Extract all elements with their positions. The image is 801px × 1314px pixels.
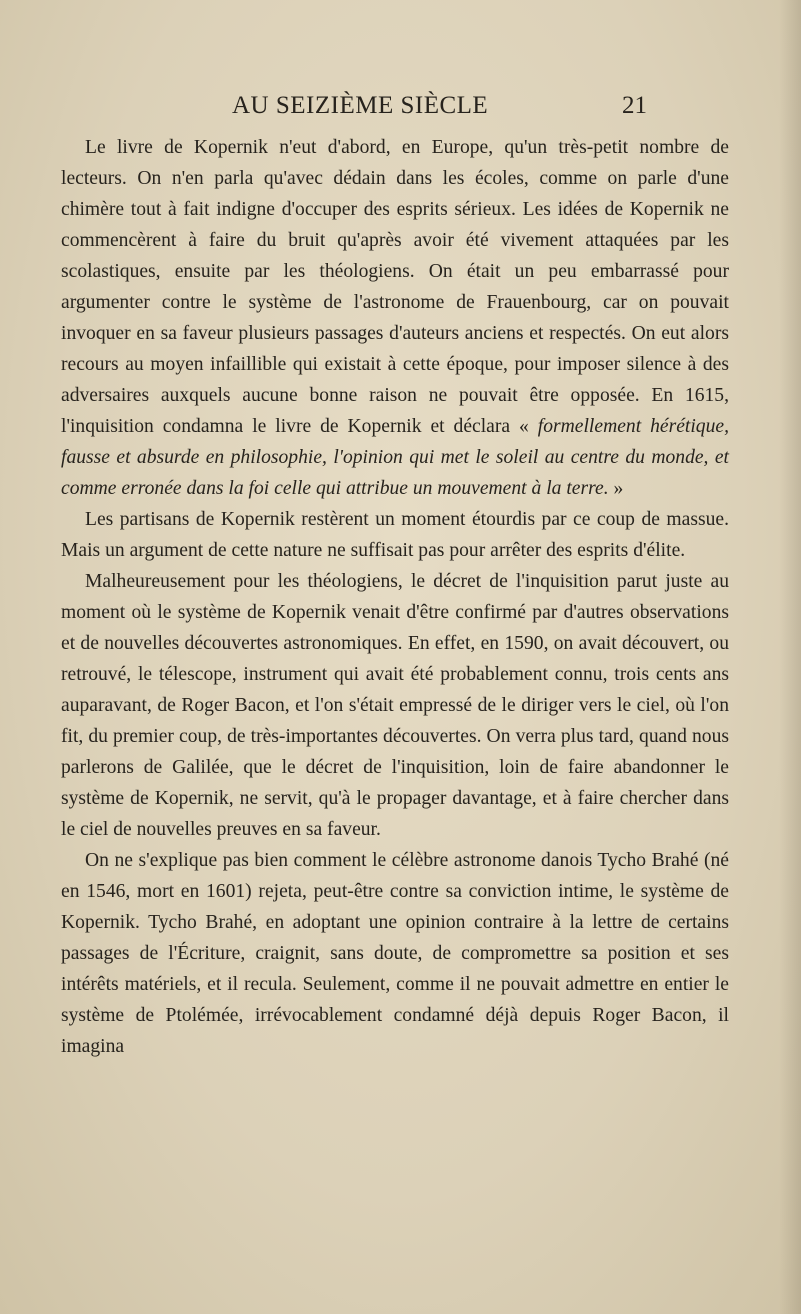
paragraph-2: Les partisans de Kopernik restèrent un moment étourdis par ce coup de massue. Mais un argument de cette nature ne suffisait pas pour arrêter des esprits d'élite. — [61, 509, 729, 561]
page-body — [61, 132, 729, 1062]
inquisition-decree-quote: formellement hérétique, fausse et absurde en philosophie, l'opinion qui met le soleil au centre du monde, et comme erronée dans la foi celle qui attribue un mouvement à la terre. — [61, 416, 729, 499]
page-number: 21 — [622, 92, 647, 119]
paragraph-4: On ne s'explique pas bien comment le célèbre astronome danois Tycho Brahé (né en 1546, mort en 1601) rejeta, peut-être contre sa conviction intime, le système de Kopernik. Tycho Brahé, en adoptant une opinion contraire à la lettre de certains passages de l'Écriture, craignit, sans doute, de compromettre sa position et ses intérêts matériels, et il recula. Seulement, comme il ne pouvait admettre en entier le système de Ptolémée, irrévocablement condamné déjà depuis Roger Bacon, il imagina — [61, 850, 729, 1057]
page-edge-shadow — [779, 0, 801, 1314]
paragraph-1-text: Le livre de Kopernik n'eut d'abord, en Europe, qu'un très-petit nombre de lecteurs. On n'en parla qu'avec dédain dans les écoles, comme on parle d'une chimère tout à fait indigne d'occuper des esprits sérieux. Les idées de Kopernik ne commencèrent à faire du bruit qu'après avoir été vivement attaquées par les scolastiques, ensuite par les théologiens. On était un peu embarrassé pour argumenter contre le système de l'astronome de Frauenbourg, car on pouvait invoquer en sa faveur plusieurs passages d'auteurs anciens et respectés. On eut alors recours au moyen infaillible qui existait à cette époque, pour imposer silence à des adversaires auxquels aucune bonne raison ne pouvait être opposée. En 1615, l'inquisition condamna le livre de Kopernik et déclara — [61, 137, 729, 437]
paragraph-1 — [61, 132, 729, 504]
quote-close-mark: » — [608, 478, 624, 499]
running-head: AU SEIZIÈME SIÈCLE — [232, 92, 489, 119]
paragraph-3: Malheureusement pour les théologiens, le décret de l'inquisition parut juste au moment où le système de Kopernik venait d'être confirmé par d'autres observations et de nouvelles découvertes astronomiques. En effet, en 1590, on avait découvert, ou retrouvé, le télescope, instrument qui avait été probablement connu, trois cents ans auparavant, de Roger Bacon, et l'on s'était empressé de le diriger vers le ciel, où l'on fit, du premier coup, de très-importantes découvertes. On verra plus tard, quand nous parlerons de Galilée, que le décret de l'inquisition, loin de faire abandonner le système de Kopernik, ne servit, qu'à le propager davantage, et à faire chercher dans le ciel de nouvelles preuves en sa faveur. — [61, 571, 729, 840]
quote-open-mark: « — [510, 416, 538, 437]
page-header — [0, 92, 801, 122]
